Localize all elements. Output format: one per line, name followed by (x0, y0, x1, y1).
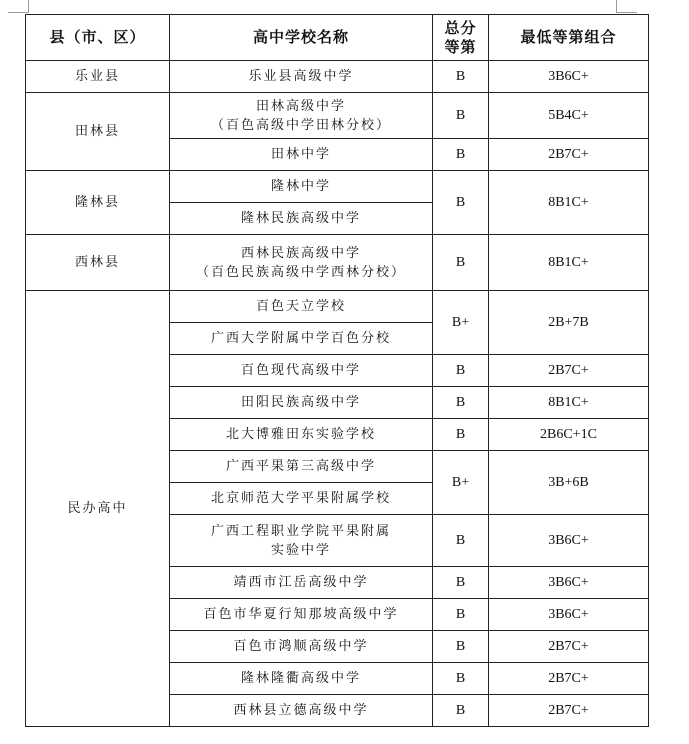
school-name-cell: 靖西市江岳高级中学 (170, 567, 433, 599)
school-name-cell: 乐业县高级中学 (170, 61, 433, 93)
table-row (26, 235, 649, 291)
total-rank-cell: B (433, 139, 489, 171)
min-combo-cell: 2B7C+ (489, 355, 649, 387)
school-name-cell: 百色现代高级中学 (170, 355, 433, 387)
total-rank-cell: B (433, 61, 489, 93)
min-combo-cell: 2B7C+ (489, 695, 649, 727)
header-min-combo: 最低等第组合 (489, 15, 649, 61)
school-name-line: （百色民族高级中学西林分校） (195, 264, 406, 280)
header-total-rank (433, 15, 489, 61)
school-name-line: （百色高级中学田林分校） (210, 117, 391, 133)
min-combo-cell: 2B+7B (489, 291, 649, 355)
table-row (26, 61, 649, 93)
header-county: 县（市、区） (26, 15, 170, 61)
admission-grade-table (25, 14, 649, 727)
total-rank-cell: B (433, 355, 489, 387)
min-combo-cell: 2B6C+1C (489, 419, 649, 451)
school-name-cell: 北大博雅田东实验学校 (170, 419, 433, 451)
total-rank-cell: B (433, 93, 489, 139)
county-cell: 田林县 (26, 93, 170, 171)
table-row (26, 171, 649, 203)
county-cell: 隆林县 (26, 171, 170, 235)
min-combo-cell: 3B6C+ (489, 567, 649, 599)
total-rank-cell: B (433, 695, 489, 727)
school-name-cell (170, 515, 433, 567)
school-name-cell: 广西平果第三高级中学 (170, 451, 433, 483)
school-name-line: 田林高级中学 (255, 98, 346, 114)
total-rank-cell: B (433, 567, 489, 599)
total-rank-cell: B (433, 599, 489, 631)
total-rank-cell: B (433, 235, 489, 291)
school-name-cell: 百色市鸿顺高级中学 (170, 631, 433, 663)
table-header-row (26, 15, 649, 61)
min-combo-cell: 2B7C+ (489, 663, 649, 695)
school-name-cell: 田林中学 (170, 139, 433, 171)
total-rank-cell: B+ (433, 451, 489, 515)
total-rank-cell: B (433, 171, 489, 235)
school-name-cell: 广西大学附属中学百色分校 (170, 323, 433, 355)
total-rank-cell: B (433, 631, 489, 663)
header-school-name: 高中学校名称 (170, 15, 433, 61)
school-name-cell (170, 93, 433, 139)
table-row (26, 93, 649, 139)
school-name-cell: 田阳民族高级中学 (170, 387, 433, 419)
school-name-cell: 百色天立学校 (170, 291, 433, 323)
table-row (26, 291, 649, 323)
total-rank-cell: B (433, 419, 489, 451)
school-name-cell: 隆林隆衢高级中学 (170, 663, 433, 695)
header-total-rank-line2: 等第 (444, 37, 477, 56)
min-combo-cell: 3B6C+ (489, 515, 649, 567)
min-combo-cell: 8B1C+ (489, 235, 649, 291)
page-corner-mark-left (8, 0, 29, 13)
school-name-line: 西林民族高级中学 (240, 245, 361, 261)
school-name-line: 广西工程职业学院平果附属 (210, 523, 391, 539)
header-total-rank-line1: 总分 (444, 18, 477, 37)
county-cell: 民办高中 (26, 291, 170, 727)
school-name-cell: 北京师范大学平果附属学校 (170, 483, 433, 515)
total-rank-cell: B (433, 387, 489, 419)
min-combo-cell: 5B4C+ (489, 93, 649, 139)
school-name-line: 实验中学 (270, 542, 331, 558)
total-rank-cell: B (433, 515, 489, 567)
min-combo-cell: 3B6C+ (489, 61, 649, 93)
school-name-cell: 隆林中学 (170, 171, 433, 203)
school-name-cell: 西林县立德高级中学 (170, 695, 433, 727)
min-combo-cell: 2B7C+ (489, 631, 649, 663)
min-combo-cell: 2B7C+ (489, 139, 649, 171)
min-combo-cell: 3B6C+ (489, 599, 649, 631)
county-cell: 乐业县 (26, 61, 170, 93)
min-combo-cell: 3B+6B (489, 451, 649, 515)
min-combo-cell: 8B1C+ (489, 171, 649, 235)
total-rank-cell: B+ (433, 291, 489, 355)
total-rank-cell: B (433, 663, 489, 695)
school-name-cell: 百色市华夏行知那坡高级中学 (170, 599, 433, 631)
school-name-cell: 隆林民族高级中学 (170, 203, 433, 235)
min-combo-cell: 8B1C+ (489, 387, 649, 419)
county-cell: 西林县 (26, 235, 170, 291)
school-name-cell (170, 235, 433, 291)
page-corner-mark-right (616, 0, 637, 13)
